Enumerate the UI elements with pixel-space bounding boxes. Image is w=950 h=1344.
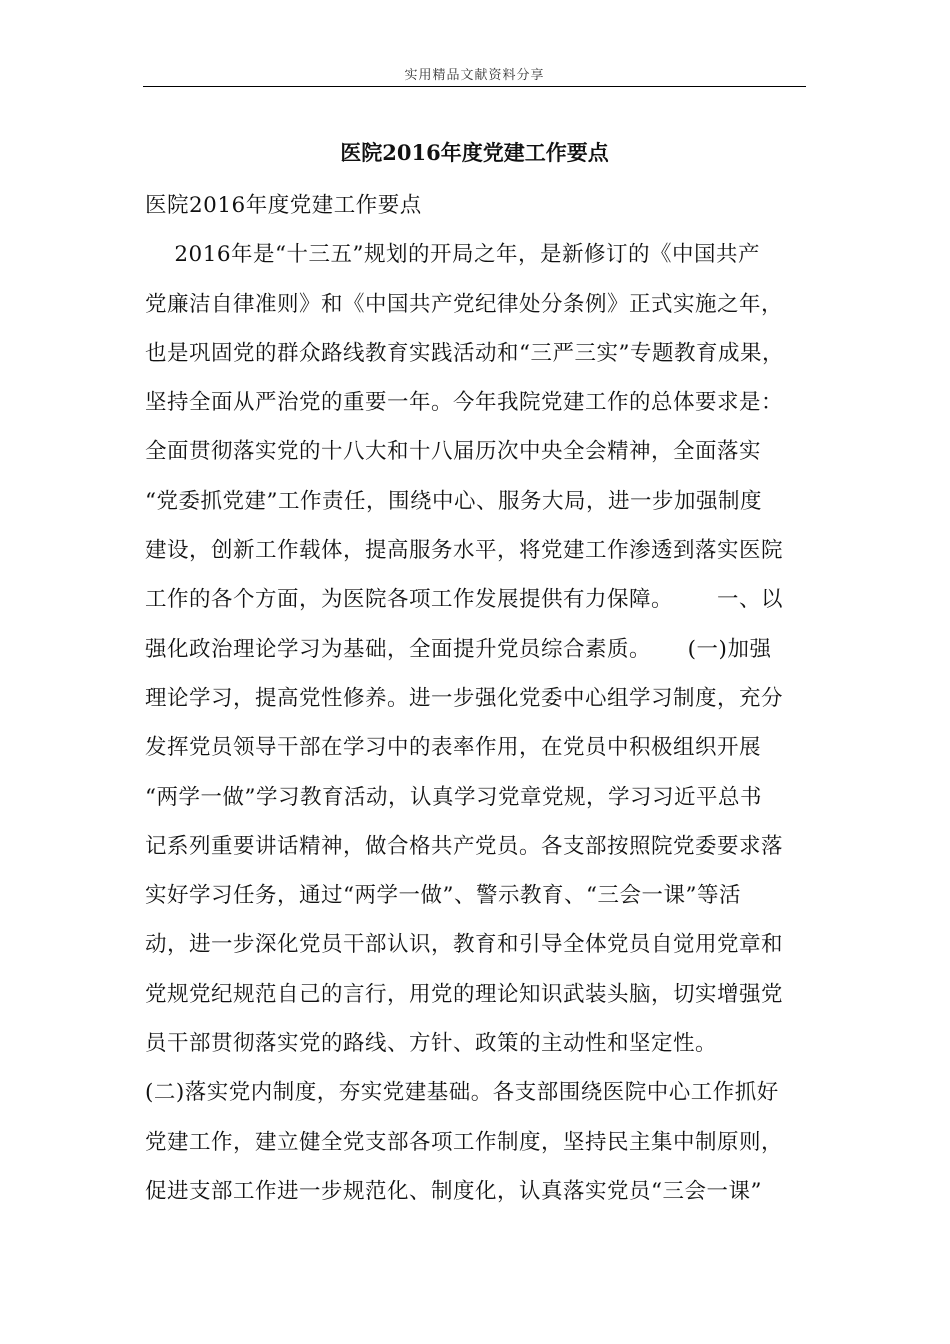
body-line: 记系列重要讲话精神，做合格共产党员。各支部按照院党委要求落 bbox=[145, 833, 784, 859]
document-title: 医院2016年度党建工作要点 bbox=[340, 140, 609, 165]
body-line: 促进支部工作进一步规范化、制度化，认真落实党员“三会一课” bbox=[145, 1178, 762, 1204]
document-body bbox=[145, 181, 809, 1216]
body-line: 发挥党员领导干部在学习中的表率作用，在党员中积极组织开展 bbox=[145, 735, 762, 761]
body-line: 员干部贯彻落实党的路线、方针、政策的主动性和坚定性。 bbox=[145, 1031, 718, 1057]
body-line: 动，进一步深化党员干部认识，教育和引导全体党员自觉用党章和 bbox=[145, 932, 784, 958]
body-line: 坚持全面从严治党的重要一年。今年我院党建工作的总体要求是： bbox=[145, 390, 784, 416]
body-line: 强化政治理论学习为基础，全面提升党员综合素质。 (一)加强 bbox=[145, 636, 772, 662]
body-line: 党建工作，建立健全党支部各项工作制度，坚持民主集中制原则， bbox=[145, 1129, 784, 1155]
body-line: 实好学习任务，通过“两学一做”、警示教育、“三会一课”等活 bbox=[145, 883, 741, 909]
body-line: “两学一做”学习教育活动，认真学习党章党规，学习习近平总书 bbox=[145, 784, 762, 810]
body-line: 全面贯彻落实党的十八大和十八届历次中央全会精神，全面落实 bbox=[145, 439, 762, 465]
body-line: 也是巩固党的群众路线教育实践活动和“三严三实”专题教育成果， bbox=[145, 340, 784, 366]
body-line: (二)落实党内制度，夯实党建基础。各支部围绕医院中心工作抓好 bbox=[145, 1080, 779, 1106]
body-line: 理论学习，提高党性修养。进一步强化党委中心组学习制度，充分 bbox=[145, 685, 784, 711]
body-line: 工作的各个方面，为医院各项工作发展提供有力保障。 一、以 bbox=[145, 587, 784, 613]
body-line: 医院2016年度党建工作要点 bbox=[145, 193, 422, 218]
body-line: “党委抓党建”工作责任，围绕中心、服务大局，进一步加强制度 bbox=[145, 488, 762, 514]
body-line: 建设，创新工作载体，提高服务水平，将党建工作渗透到落实医院 bbox=[145, 538, 784, 564]
body-line: 党廉洁自律准则》和《中国共产党纪律处分条例》正式实施之年， bbox=[145, 291, 784, 317]
page-header bbox=[143, 62, 806, 87]
body-line: 2016年是“十三五”规划的开局之年，是新修订的《中国共产 bbox=[145, 242, 761, 268]
body-line: 党规党纪规范自己的言行，用党的理论知识武装头脑，切实增强党 bbox=[145, 981, 784, 1007]
header-text: 实用精品文献资料分享 bbox=[404, 68, 545, 83]
